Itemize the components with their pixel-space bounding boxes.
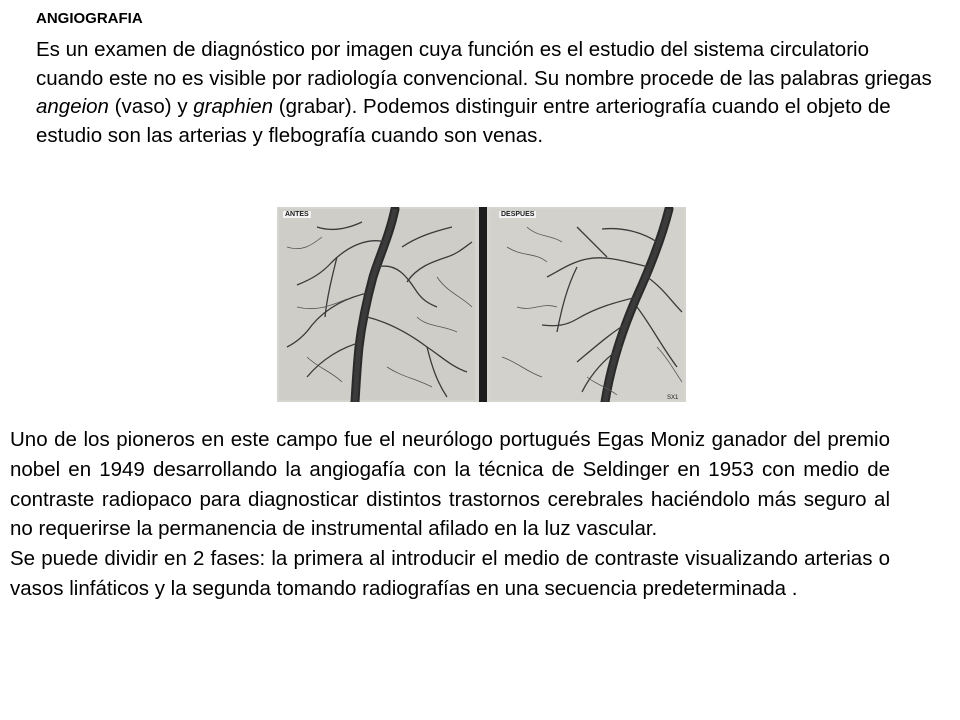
panel-divider — [479, 207, 487, 402]
label-before: ANTES — [285, 211, 309, 218]
intro-paragraph — [36, 36, 936, 150]
corner-mark: SX1 — [667, 395, 679, 401]
intro-text-2: (vaso) y — [108, 95, 194, 118]
angiography-illustration — [277, 207, 686, 402]
term-graphien: graphien — [193, 95, 274, 118]
angiography-image — [277, 207, 686, 402]
label-after: DESPUES — [501, 211, 535, 218]
paragraph-phases: Se puede dividir en 2 fases: la primera al introducir el medio de contraste visualizando arterias o vasos linfáticos y la segunda tomando radiografías en una secuencia predeterminada . — [10, 547, 890, 600]
page-title: ANGIOGRAFIA — [36, 10, 143, 27]
intro-text-3: (grabar). Podemos distinguir entre arteriografía cuando el objeto de estudio son las arterias y flebografía cuando son venas. — [36, 95, 891, 147]
term-angeion: angeion — [36, 95, 109, 118]
panel-before — [279, 209, 475, 400]
intro-text-1: Es un examen de diagnóstico por imagen cuya función es el estudio del sistema circulatorio cuando este no es visible por radiología convencional. Su nombre procede de las palabras griegas — [36, 38, 932, 90]
paragraph-pioneers: Uno de los pioneros en este campo fue el neurólogo portugués Egas Moniz ganador del premio nobel en 1949 desarrollando la angiogafía con la técnica de Seldinger en 1953 con medio de contraste radiopaco para diagnosticar distintos trastornos cerebrales haciéndolo más seguro al no requerirse la permanencia de instrumental afilado en la luz vascular. — [10, 428, 890, 541]
body-text — [10, 425, 890, 604]
